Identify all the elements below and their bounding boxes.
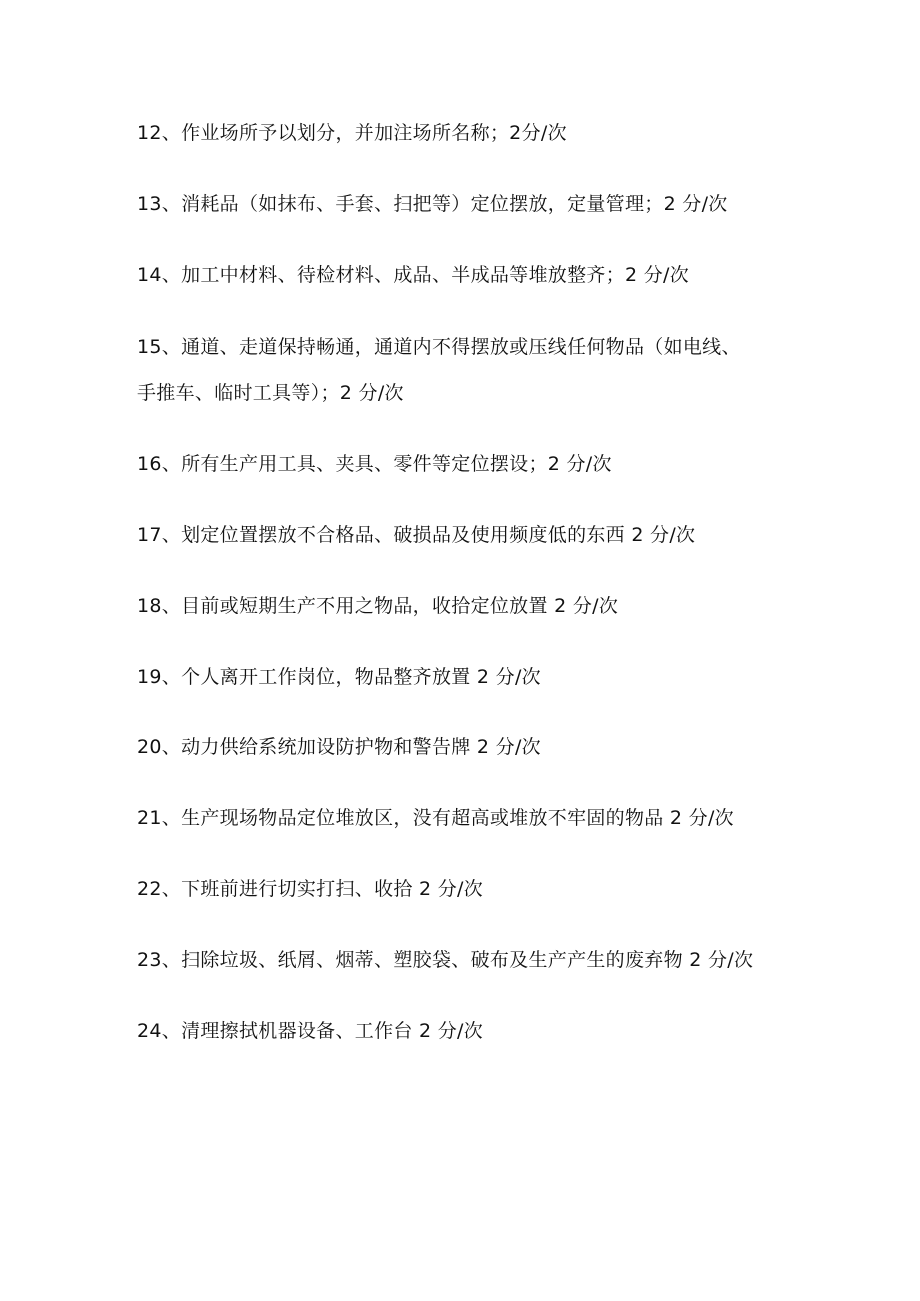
rule-item-15-continuation: 手推车、临时工具等）；2 分/次 (137, 382, 404, 404)
rule-item-17: 17、划定位置摆放不合格品、破损品及使用频度低的东西 2 分/次 (137, 524, 696, 546)
rule-item-22: 22、下班前进行切实打扫、收拾 2 分/次 (137, 878, 484, 900)
rule-item-18: 18、目前或短期生产不用之物品，收拾定位放置 2 分/次 (137, 595, 619, 617)
rule-item-13: 13、消耗品（如抹布、手套、扫把等）定位摆放，定量管理；2 分/次 (137, 193, 728, 215)
rule-item-16: 16、所有生产用工具、夹具、零件等定位摆设；2 分/次 (137, 453, 612, 475)
rule-item-23: 23、扫除垃圾、纸屑、烟蒂、塑胶袋、破布及生产产生的废弃物 2 分/次 (137, 949, 754, 971)
rule-item-20: 20、动力供给系统加设防护物和警告牌 2 分/次 (137, 736, 541, 758)
rule-item-21: 21、生产现场物品定位堆放区，没有超高或堆放不牢固的物品 2 分/次 (137, 807, 734, 829)
rule-item-19: 19、个人离开工作岗位，物品整齐放置 2 分/次 (137, 666, 541, 688)
rule-item-15: 15、通道、走道保持畅通，通道内不得摆放或压线任何物品（如电线、 (137, 336, 741, 358)
rule-item-14: 14、加工中材料、待检材料、成品、半成品等堆放整齐；2 分/次 (137, 264, 690, 286)
rule-item-12: 12、作业场所予以划分，并加注场所名称；2分/次 (137, 122, 567, 144)
rule-item-24: 24、清理擦拭机器设备、工作台 2 分/次 (137, 1020, 484, 1042)
